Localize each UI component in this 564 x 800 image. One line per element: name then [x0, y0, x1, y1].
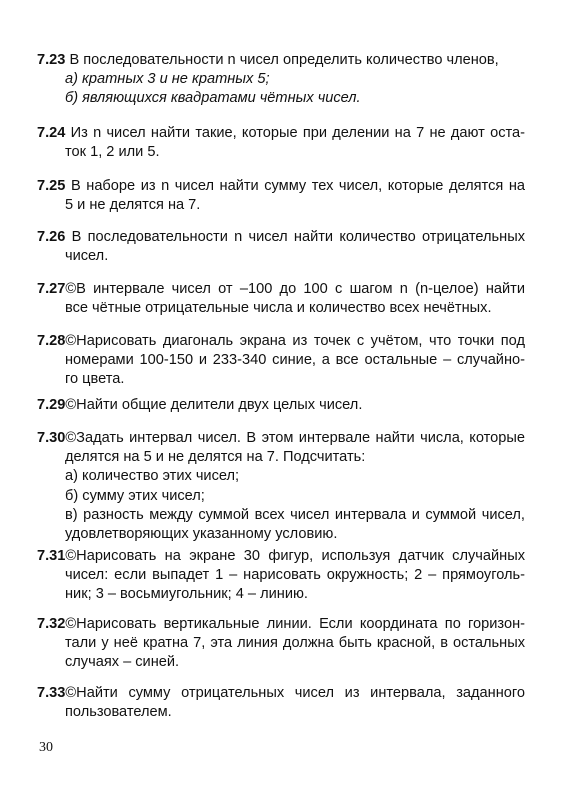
problem-text-line: чисел.: [65, 248, 109, 265]
sub-item-a: а) количество этих чисел;: [65, 468, 240, 485]
problem-number: 7.29: [37, 397, 66, 413]
sub-item-a: а) кратных 3 и не кратных 5;: [65, 71, 270, 88]
problem-7-24: [37, 124, 525, 162]
problem-text-line: 5 и не делятся на 7.: [65, 197, 201, 214]
problem-text-line: делятся на 5 и не делятся на 7. Подсчитать:: [65, 449, 366, 466]
problem-text-line: Из n чисел найти такие, которые при делении на 7 не дают оста-: [70, 125, 525, 141]
problem-number: 7.23: [37, 52, 66, 68]
problem-text-line: тали у неё кратна 7, эта линия должна быть красной, в остальных: [65, 635, 525, 652]
page-number: 30: [39, 740, 53, 755]
problem-text-line: чисел: если выпадет 1 – нарисовать окружность; 2 – прямоуголь-: [65, 567, 525, 584]
problem-number: 7.33: [37, 685, 66, 701]
problem-number: 7.27: [37, 281, 66, 297]
problem-text-line: случаях – синей.: [65, 654, 180, 671]
problem-number: 7.32: [37, 616, 66, 632]
problem-number: 7.26: [37, 229, 66, 245]
problem-7-25: [37, 177, 525, 215]
problem-number: 7.25: [37, 178, 66, 194]
problem-7-30: [37, 429, 525, 544]
problem-7-26: [37, 228, 525, 266]
problem-text-line: ©Найти общие делители двух целых чисел.: [65, 397, 363, 413]
problem-text-line: пользователем.: [65, 704, 172, 721]
problem-text-line: ©В интервале чисел от –100 до 100 с шагом n (n-целое) найти: [65, 281, 525, 297]
problem-7-23: [37, 51, 525, 109]
sub-item-b: б) являющихся квадратами чётных чисел.: [65, 90, 361, 107]
problem-text-line: В наборе из n чисел найти сумму тех чисел, которые делятся на: [70, 178, 525, 194]
sub-item-c-continuation: удовлетворяющих указанному условию.: [65, 526, 338, 543]
problem-number: 7.31: [37, 548, 66, 564]
problem-text-line: все чётные отрицательные числа и количество всех нечётных.: [65, 300, 492, 317]
sub-item-c: в) разность между суммой всех чисел интервала и суммой чисел,: [65, 506, 525, 523]
problem-7-27: [37, 280, 525, 318]
problem-text-line: ник; 3 – восьмиугольник; 4 – линию.: [65, 586, 308, 603]
problem-text-line: ©Нарисовать на экране 30 фигур, используя датчик случайных: [65, 548, 525, 564]
problem-7-32: [37, 615, 525, 673]
problem-number: 7.24: [37, 125, 66, 141]
problem-7-29: [37, 396, 525, 415]
problem-7-33: [37, 684, 525, 722]
problem-text-line: В последовательности n чисел найти количество отрицательных: [71, 229, 525, 245]
problem-text-line: ©Нарисовать диагональ экрана из точек с учётом, что точки под: [65, 333, 525, 349]
problem-7-28: [37, 332, 525, 390]
problem-number: 7.28: [37, 333, 66, 349]
problem-text-line: ©Задать интервал чисел. В этом интервале найти числа, которые: [65, 430, 525, 446]
problem-text-line: го цвета.: [65, 371, 125, 388]
problem-text-line: В последовательности n чисел определить количество членов,: [69, 52, 499, 68]
problem-text-line: номерами 100-150 и 233-340 синие, а все остальные – случайно-: [65, 352, 525, 369]
problem-number: 7.30: [37, 430, 66, 446]
problem-7-31: [37, 547, 525, 605]
problem-text-line: ©Нарисовать вертикальные линии. Если координата по горизон-: [65, 616, 525, 632]
problem-text-line: ©Найти сумму отрицательных чисел из интервала, заданного: [65, 685, 525, 701]
sub-item-b: б) сумму этих чисел;: [65, 487, 205, 504]
problem-text-line: ток 1, 2 или 5.: [65, 144, 160, 161]
